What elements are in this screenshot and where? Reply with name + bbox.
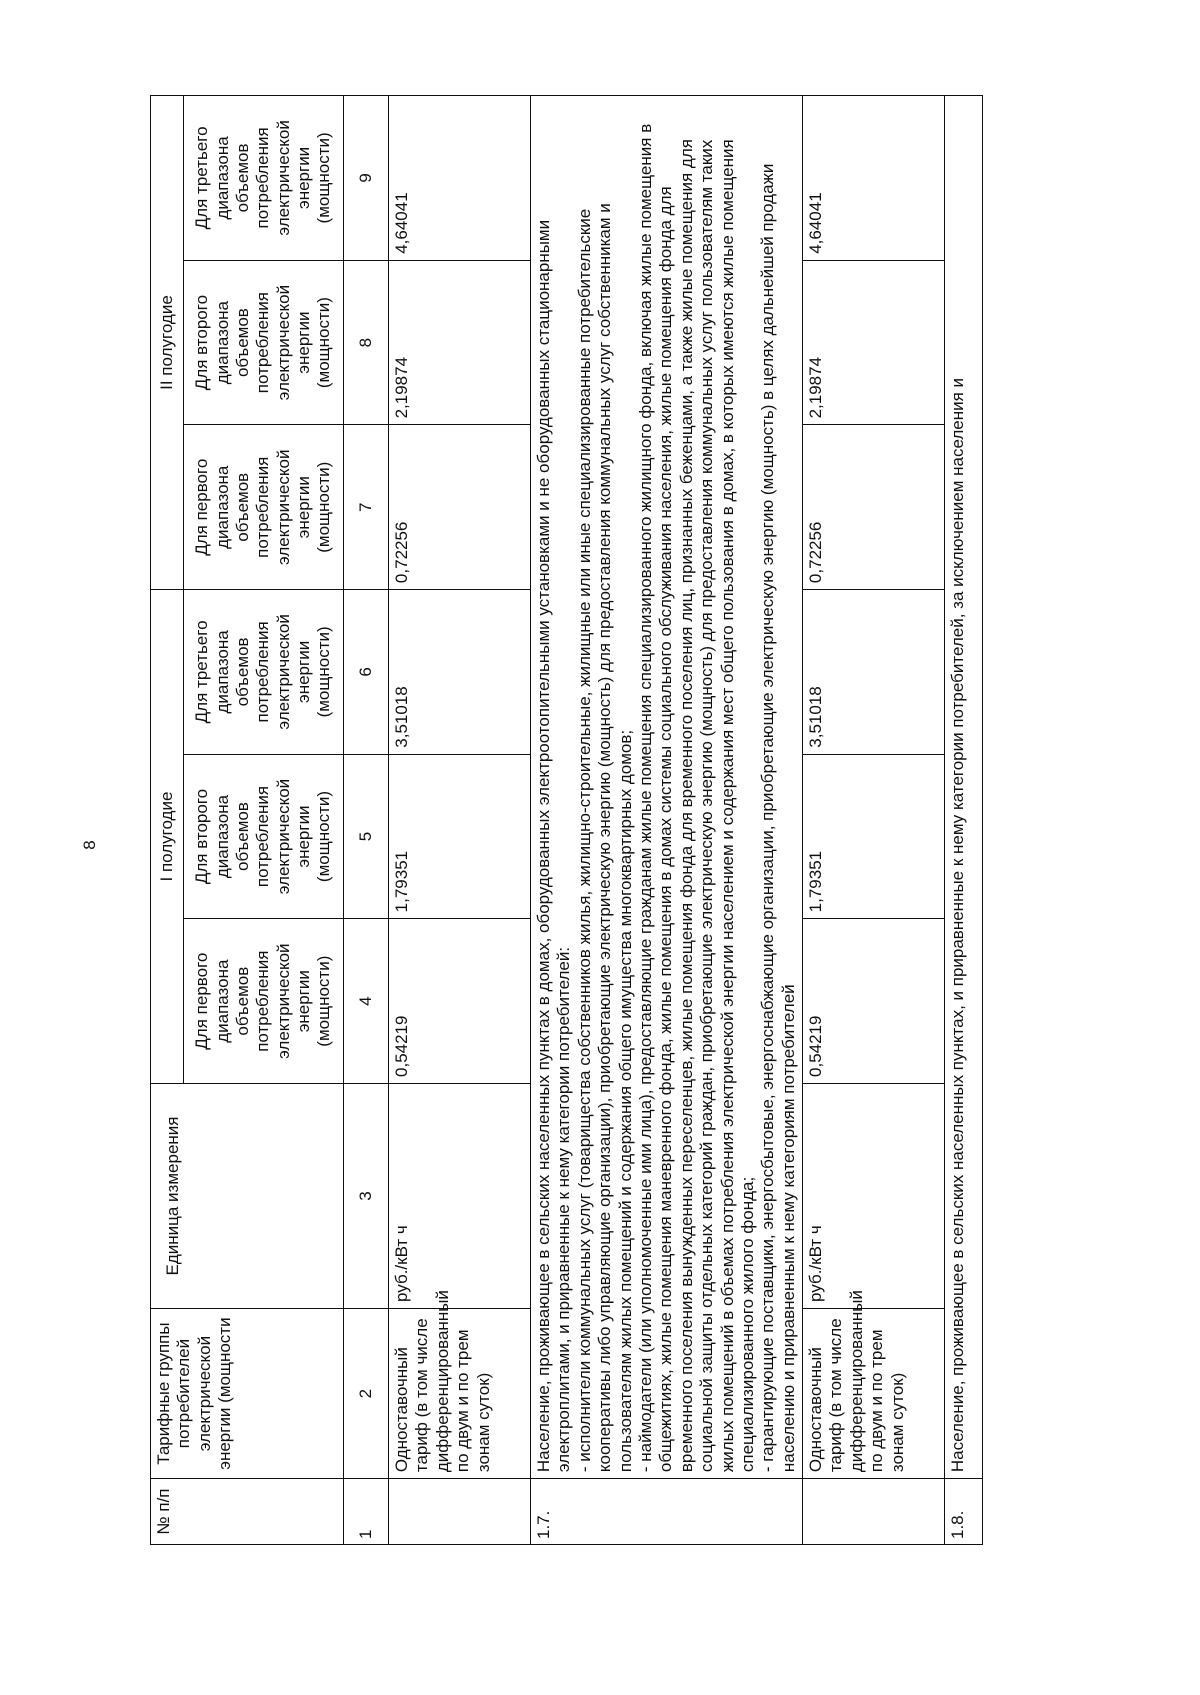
header-unit: Единица измерения [151, 1083, 344, 1308]
header-group: Тарифные группы потребителей электрической энергии (мощности [151, 1309, 344, 1479]
value-cell: 4,64041 [803, 96, 945, 261]
section-row [531, 96, 803, 1545]
table-row [389, 96, 531, 1545]
value-cell: 0,54219 [803, 919, 945, 1084]
value-cell: 4,64041 [389, 96, 531, 261]
value-cell: 3,51018 [389, 590, 531, 755]
value-cell: 2,19874 [803, 260, 945, 425]
table-row [803, 96, 945, 1545]
header-range-1: Для первого диапазона объемов потребления электрической энергии (мощности) [184, 919, 344, 1084]
header-range-2: Для второго диапазона объемов потребления электрической энергии (мощности) [184, 260, 344, 425]
value-cell: 0,54219 [389, 919, 531, 1084]
value-cell: 2,19874 [389, 260, 531, 425]
header-half1: I полугодие [151, 590, 184, 1084]
page-number: 8 [80, 840, 99, 850]
description-line: - гарантирующие поставщики, энергосбытовые, энергоснабжающие организации, приобретающие электрическую энергию (мощность) в целях дальнейшей продажи населению и приравненным к нему категориям потребителей [758, 163, 798, 1473]
column-number: 7 [344, 425, 389, 590]
column-number: 3 [344, 1083, 389, 1308]
column-number: 6 [344, 590, 389, 755]
value-cell: 1,79351 [803, 754, 945, 919]
column-number: 9 [344, 96, 389, 261]
column-number-row [344, 96, 389, 1545]
value-cell: 3,51018 [803, 590, 945, 755]
section-row [945, 96, 983, 1545]
column-number: 4 [344, 919, 389, 1084]
section-description [531, 96, 803, 1479]
header-half2: II полугодие [151, 96, 184, 590]
unit-cell: руб./кВт ч [803, 1083, 945, 1308]
value-cell: 0,72256 [389, 425, 531, 590]
header-row-1 [151, 96, 184, 1545]
column-number: 5 [344, 754, 389, 919]
header-range-2: Для второго диапазона объемов потребления электрической энергии (мощности) [184, 754, 344, 919]
row-number-cell [389, 1479, 531, 1545]
unit-cell: руб./кВт ч [389, 1083, 531, 1308]
row-number-cell: 1.8. [945, 1479, 983, 1545]
tariff-table-sheet [150, 95, 1090, 1545]
column-number: 1 [344, 1479, 389, 1545]
section-description [945, 96, 983, 1479]
row-number-cell: 1.7. [531, 1479, 803, 1545]
value-cell: 1,79351 [389, 754, 531, 919]
tariff-group-cell: Одноставочный тариф (в том числе дифференцированный по двум и по трем зонам суток) [389, 1309, 531, 1479]
header-range-1: Для первого диапазона объемов потребления электрической энергии (мощности) [184, 425, 344, 590]
column-number: 2 [344, 1309, 389, 1479]
description-line: - исполнители коммунальных услуг (товарищества собственников жилья, жилищно-строительные, жилищные или иные специализированные потребительские кооперативы либо управляющие организации), приобретающие электрическую энергию (мощность) для предоставления коммунальных услуг собственникам и пользователям жилых помещений и содержания общего имущества многоквартирных домов; [574, 203, 635, 1473]
row-number-cell [803, 1479, 945, 1545]
tariff-group-cell: Одноставочный тариф (в том числе дифференцированный по двум и по трем зонам суток) [803, 1309, 945, 1479]
column-number: 8 [344, 260, 389, 425]
description-line: Население, проживающее в сельских населенных пунктах в домах, оборудованных электроотопительными установками и не оборудованных стационарными электроплитами, и приравненные к нему категории потребителей: [534, 219, 574, 1473]
header-no: № п/п [151, 1479, 344, 1545]
header-range-3: Для третьего диапазона объемов потребления электрической энергии (мощности) [184, 590, 344, 755]
value-cell: 0,72256 [803, 425, 945, 590]
description-line: - наймодатели (или уполномоченные ими лица), предоставляющие гражданам жилые помещения специализированного жилищного фонда, включая жилые помещения в общежитиях, жилые помещения маневренного фонда, жилые помещения в домах системы социального обслуживания населения, жилые помещения фонда для временного поселения вынужденных переселенцев, жилые помещения фонда для временного поселения лиц, признанных беженцами, а также жилые помещения для социальной защиты отдельных категорий граждан, приобретающие электрическую энергию (мощность) для предоставления коммунальных услуг пользователям таких жилых помещений в объемах потребления электрической энергии населением и содержания мест общего пользования в домах, в которых имеются жилые помещения специализированного жилого фонда; [635, 123, 757, 1473]
tariff-table [150, 95, 983, 1545]
description-line: Население, проживающее в сельских населенных пунктах, и приравненные к нему категории потребителей, за исключением населения и [948, 377, 968, 1473]
header-range-3: Для третьего диапазона объемов потребления электрической энергии (мощности) [184, 96, 344, 261]
